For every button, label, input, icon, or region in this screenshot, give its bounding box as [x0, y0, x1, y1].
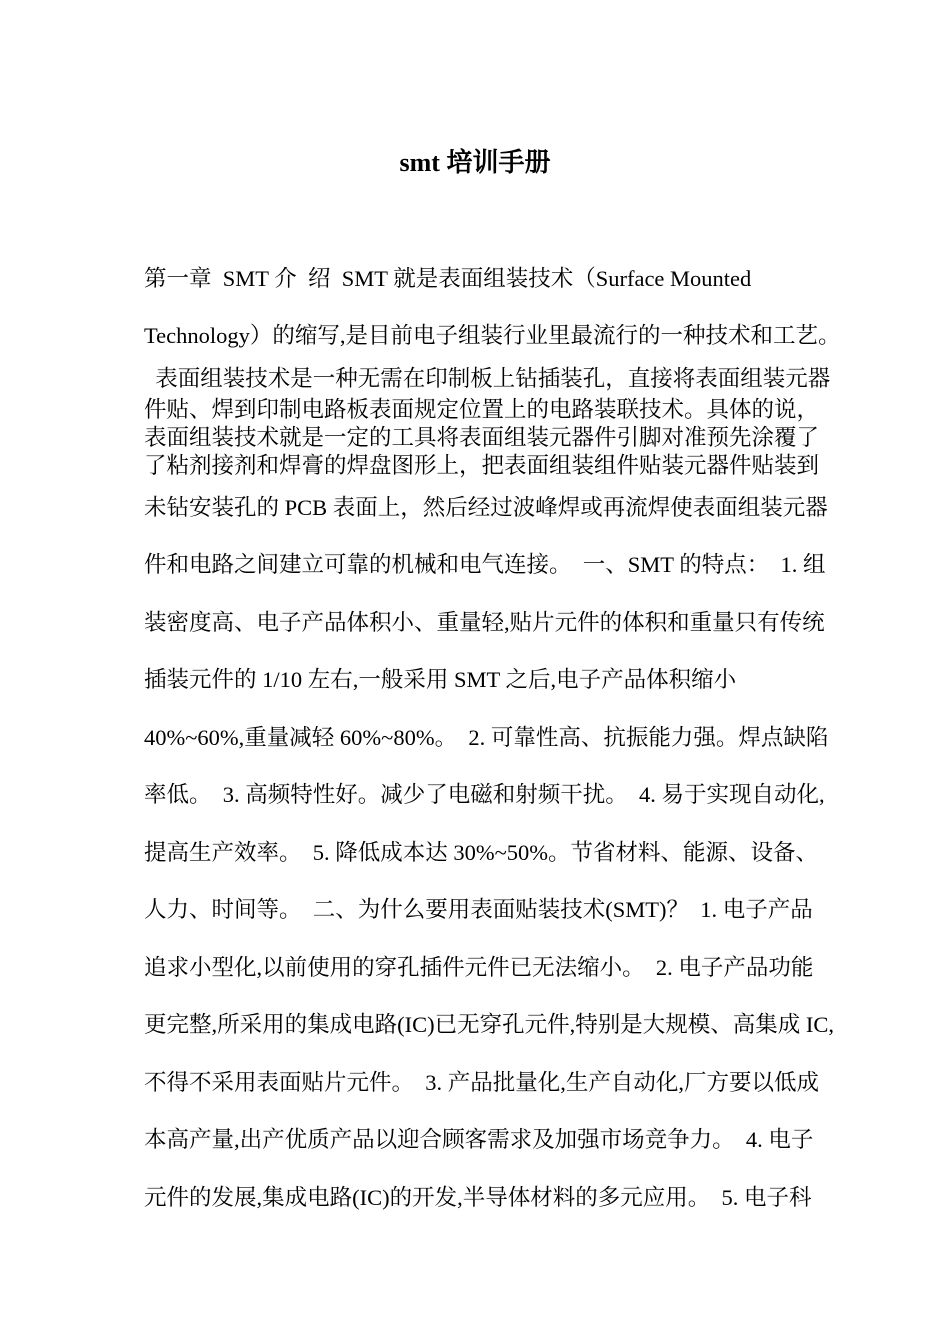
text-line-5: 表面组装技术就是一定的工具将表面组装元器件引脚对准预先涂覆了	[144, 425, 820, 450]
text-line-8: 件和电路之间建立可靠的机械和电气连接。 一、SMT 的特点： 1. 组	[144, 552, 826, 577]
document-title: smt 培训手册	[399, 148, 551, 177]
text-line-7: 未钻安装孔的 PCB 表面上，然后经过波峰焊或再流焊使表面组装元器	[144, 495, 828, 520]
text-line-1: 第一章 SMT 介 绍 SMT 就是表面组装技术（Surface Mounted	[144, 266, 752, 291]
text-line-14: 人力、时间等。 二、为什么要用表面贴装技术(SMT)？ 1. 电子产品	[144, 897, 813, 922]
text-line-12: 率低。 3. 高频特性好。减少了电磁和射频干扰。 4. 易于实现自动化,	[144, 782, 825, 807]
text-line-3: 表面组装技术是一种无需在印制板上钻插装孔，直接将表面组装元器	[144, 366, 831, 391]
text-line-4: 件贴、焊到印制电路板表面规定位置上的电路装联技术。具体的说，	[144, 397, 820, 422]
text-line-15: 追求小型化,以前使用的穿孔插件元件已无法缩小。 2. 电子产品功能	[144, 955, 814, 980]
text-line-13: 提高生产效率。 5. 降低成本达 30%~50%。节省材料、能源、设备、	[144, 840, 819, 865]
text-line-10: 插装元件的 1/10 左右,一般采用 SMT 之后,电子产品体积缩小	[144, 667, 737, 692]
text-line-2: Technology）的缩写,是目前电子组装行业里最流行的一种技术和工艺。	[144, 323, 841, 348]
text-line-16: 更完整,所采用的集成电路(IC)已无穿孔元件,特别是大规模、高集成 IC,	[144, 1012, 834, 1037]
text-line-9: 装密度高、电子产品体积小、重量轻,贴片元件的体积和重量只有传统	[144, 610, 825, 635]
text-line-17: 不得不采用表面贴片元件。 3. 产品批量化,生产自动化,厂方要以低成	[144, 1070, 820, 1095]
text-line-6: 了粘剂接剂和焊膏的焊盘图形上，把表面组装组件贴装元器件贴装到	[144, 453, 820, 478]
text-line-11: 40%~60%,重量减轻 60%~80%。 2. 可靠性高、抗振能力强。焊点缺陷	[144, 725, 829, 750]
text-line-18: 本高产量,出产优质产品以迎合顾客需求及加强市场竞争力。 4. 电子	[144, 1127, 814, 1152]
text-line-19: 元件的发展,集成电路(IC)的开发,半导体材料的多元应用。 5. 电子科	[144, 1185, 812, 1210]
